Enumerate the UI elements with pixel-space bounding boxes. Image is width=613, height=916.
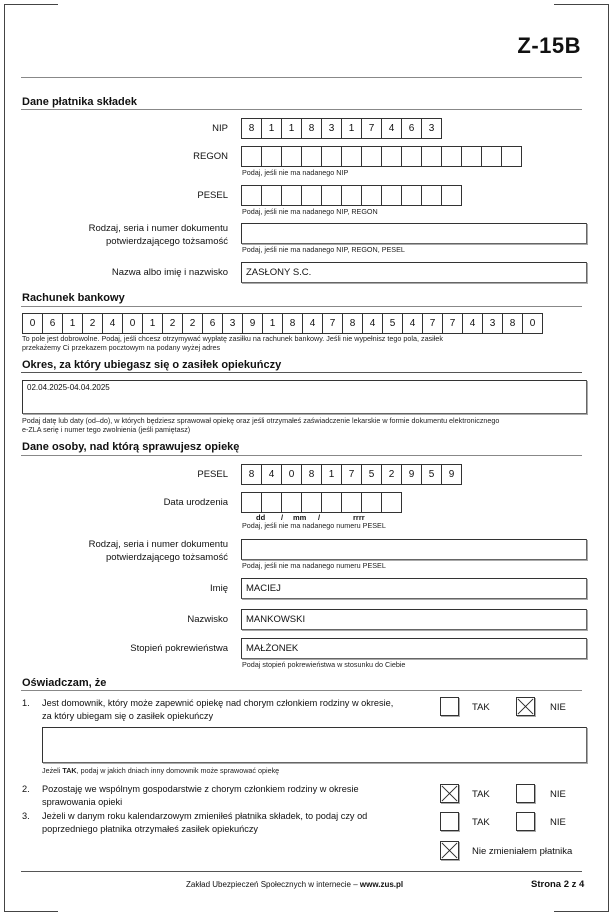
regon-hint: Podaj, jeśli nie ma nadanego NIP [242,168,349,177]
statement-number: 1. [22,698,30,708]
digit-box[interactable]: 2 [82,313,103,334]
statement-3-nie-checkbox[interactable] [516,812,535,831]
regon-label: REGON [193,151,228,162]
digit-box[interactable] [321,492,342,513]
digit-box[interactable] [241,492,262,513]
digit-box[interactable]: 8 [342,313,363,334]
digit-box[interactable]: 8 [502,313,523,334]
hint-line: Podaj datę lub daty (od–do), w których będziesz sprawował opiekę oraz jeśli otrzymałeś zaświadczenie lekarskie w formie dokumentu elektronicznego [22,416,500,425]
date-format-sep: / [281,513,284,522]
footer-divider [21,871,582,872]
label-line: Rodzaj, seria i numer dokumentu [88,539,228,550]
divider [21,77,582,78]
digit-box[interactable] [261,146,282,167]
digit-box[interactable] [281,492,302,513]
digit-box[interactable]: 4 [362,313,383,334]
form-code: Z-15B [517,33,581,58]
digit-box[interactable]: 8 [241,118,262,139]
digit-box[interactable]: 4 [402,313,423,334]
digit-box[interactable] [421,146,442,167]
tak-label: TAK [472,702,490,713]
payer-pesel-hint: Podaj, jeśli nie ma nadanego NIP, REGON [242,207,378,216]
date-format-mm: mm [293,513,307,522]
digit-box[interactable]: 6 [42,313,63,334]
digit-box[interactable]: 5 [382,313,403,334]
divider [21,690,582,691]
tak-label: TAK [472,789,490,800]
person-id-doc-input[interactable] [241,539,587,560]
divider [21,455,582,456]
digit-box[interactable]: 4 [102,313,123,334]
statement-3-tak-checkbox[interactable] [440,812,459,831]
digit-box[interactable] [401,146,422,167]
payer-pesel-label: PESEL [197,190,228,201]
digit-box[interactable] [341,492,362,513]
birth-date-hint: Podaj, jeśli nie ma nadanego numeru PESEL [242,521,386,530]
person-pesel-label: PESEL [197,469,228,480]
crop-mark [4,911,58,912]
date-format-yyyy: rrrr [353,513,365,522]
digit-box[interactable] [301,492,322,513]
statement-number: 3. [22,811,30,821]
digit-box[interactable]: 0 [22,313,43,334]
digit-box[interactable]: 5 [361,464,382,485]
statement-1-tak-checkbox[interactable] [440,697,459,716]
digit-box[interactable]: 7 [361,118,382,139]
divider [21,372,582,373]
digit-box[interactable]: 7 [442,313,463,334]
divider [21,109,582,110]
footer-org: Zakład Ubezpieczeń Społecznych w internecie – [186,880,360,889]
birth-date-label: Data urodzenia [163,497,228,508]
nie-label: NIE [550,789,566,800]
digit-box[interactable] [441,185,462,206]
digit-box[interactable] [501,146,522,167]
digit-box[interactable]: 1 [142,313,163,334]
page-number: Strona 2 z 4 [531,879,585,890]
digit-box[interactable] [481,146,502,167]
other-member-input[interactable] [42,727,587,763]
section-title-period: Okres, za który ubiegasz się o zasiłek opiekuńczy [22,359,282,371]
digit-box[interactable]: 9 [401,464,422,485]
digit-box[interactable] [261,492,282,513]
digit-box[interactable] [461,146,482,167]
payer-name-label: Nazwa albo imię i nazwisko [111,267,228,278]
label-line: potwierdzającego tożsamość [106,236,228,247]
date-format-sep: / [318,513,321,522]
page-border-left [4,4,5,912]
statement-number: 2. [22,784,30,794]
relation-input[interactable]: MAŁŻONEK [241,638,587,659]
page-border-right [608,4,609,912]
statement-line: sprawowania opieki [42,797,123,807]
statement-3 [42,810,367,836]
digit-box[interactable] [241,185,262,206]
period-input[interactable]: 02.04.2025-04.04.2025 [22,380,587,414]
digit-box[interactable]: 8 [301,464,322,485]
bank-account-input[interactable] [22,313,542,334]
digit-box[interactable]: 2 [162,313,183,334]
crop-mark [554,4,609,5]
statement-1 [42,697,393,723]
statement-2-nie-checkbox[interactable] [516,784,535,803]
digit-box[interactable] [441,146,462,167]
last-name-input[interactable]: MANKOWSKI [241,609,587,630]
period-hint [22,416,499,434]
birth-date-input[interactable] [241,492,401,513]
date-format-dd: dd [256,513,266,522]
hint-line: To pole jest dobrowolne. Podaj, jeśli chcesz otrzymywać wypłatę zasiłku na rachunek bankowy. Jeśli nie wypełnisz tego pola, zasiłek [22,334,443,343]
digit-box[interactable]: 6 [202,313,223,334]
x-mark-icon [441,842,458,859]
digit-box[interactable]: 7 [322,313,343,334]
digit-box[interactable] [321,146,342,167]
statement-line: Pozostaję we wspólnym gospodarstwie z chorym członkiem rodziny w okresie [42,784,359,794]
footer-url[interactable]: www.zus.pl [359,880,404,889]
statement-line: za który ubiegam się o zasiłek opiekuńczy [42,711,214,721]
digit-box[interactable]: 3 [482,313,503,334]
digit-box[interactable] [261,185,282,206]
digit-box[interactable]: 4 [302,313,323,334]
nie-label: NIE [550,817,566,828]
nie-label: NIE [550,702,566,713]
relation-label: Stopień pokrewieństwa [130,643,228,654]
label-line: potwierdzającego tożsamość [106,552,228,563]
section-title-bank: Rachunek bankowy [22,292,125,304]
label-line: Rodzaj, seria i numer dokumentu [88,223,228,234]
bank-hint [22,334,443,352]
no-payer-change-checkbox[interactable] [440,841,459,860]
payer-id-doc-label [89,222,228,248]
digit-box[interactable]: 3 [421,118,442,139]
x-mark-icon [441,785,458,802]
crop-mark [554,911,609,912]
digit-box[interactable]: 0 [122,313,143,334]
statement-2-tak-checkbox[interactable] [440,784,459,803]
digit-box[interactable]: 3 [321,118,342,139]
digit-box[interactable] [321,185,342,206]
digit-box[interactable]: 7 [422,313,443,334]
payer-pesel-input[interactable] [241,185,461,206]
digit-box[interactable] [301,146,322,167]
digit-box[interactable]: 9 [441,464,462,485]
payer-id-doc-input[interactable] [241,223,587,244]
nip-input[interactable] [241,118,441,139]
first-name-input[interactable]: MACIEJ [241,578,587,599]
statement-2 [42,783,359,809]
hint-text: , podaj w jakich dniach inny domownik może sprawować opiekę [76,766,280,775]
statement-1-nie-checkbox[interactable] [516,697,535,716]
no-payer-change-label: Nie zmieniałem płatnika [472,846,573,857]
last-name-label: Nazwisko [187,614,228,625]
digit-box[interactable]: 2 [381,464,402,485]
person-pesel-input[interactable] [241,464,461,485]
statement-line: poprzedniego płatnika otrzymałeś zasiłek opiekuńczy [42,824,259,834]
x-mark-icon [517,698,534,715]
digit-box[interactable]: 0 [522,313,543,334]
digit-box[interactable] [361,492,382,513]
person-id-doc-label [89,538,228,564]
relation-hint: Podaj stopień pokrewieństwa w stosunku do Ciebie [242,660,406,669]
digit-box[interactable] [421,185,442,206]
divider [21,306,582,307]
section-title-declarations: Oświadczam, że [22,677,107,689]
digit-box[interactable]: 4 [462,313,483,334]
digit-box[interactable] [361,146,382,167]
digit-box[interactable] [301,185,322,206]
digit-box[interactable]: 8 [241,464,262,485]
statement-line: Jeżeli w danym roku kalendarzowym zmieniłeś płatnika składek, to podaj czy od [42,811,368,821]
statement-line: Jest domownik, który może zapewnić opiekę nad chorym członkiem rodziny w okresie, [42,698,394,708]
digit-box[interactable] [281,146,302,167]
regon-input[interactable] [241,146,521,167]
digit-box[interactable]: 5 [421,464,442,485]
digit-box[interactable]: 4 [261,464,282,485]
digit-box[interactable] [341,146,362,167]
digit-box[interactable] [381,146,402,167]
hint-bold: TAK [62,766,77,775]
digit-box[interactable]: 7 [341,464,362,485]
person-id-doc-hint: Podaj, jeśli nie ma nadanego numeru PESEL [242,561,386,570]
crop-mark [4,4,58,5]
digit-box[interactable] [341,185,362,206]
hint-text: Jeżeli [42,766,63,775]
other-member-hint [42,766,279,775]
payer-name-input[interactable]: ZASŁONY S.C. [241,262,587,283]
digit-box[interactable] [381,492,402,513]
digit-box[interactable]: 1 [281,118,302,139]
hint-line: przekażemy Ci przekazem pocztowym na podany wyżej adres [22,343,221,352]
digit-box[interactable] [281,185,302,206]
payer-id-doc-hint: Podaj, jeśli nie ma nadanego NIP, REGON, PESEL [242,245,405,254]
section-title-person: Dane osoby, nad którą sprawujesz opiekę [22,441,240,453]
digit-box[interactable]: 1 [261,118,282,139]
section-title-payer: Dane płatnika składek [22,96,137,108]
digit-box[interactable]: 2 [182,313,203,334]
digit-box[interactable]: 1 [341,118,362,139]
digit-box[interactable]: 1 [62,313,83,334]
hint-line: e-ZLA serię i numer tego zwolnienia (jeśli pamiętasz) [22,425,191,434]
first-name-label: Imię [210,583,228,594]
digit-box[interactable]: 9 [242,313,263,334]
nip-label: NIP [212,123,228,134]
digit-box[interactable]: 8 [282,313,303,334]
digit-box[interactable]: 4 [381,118,402,139]
footer-text [186,880,403,889]
digit-box[interactable] [361,185,382,206]
digit-box[interactable]: 0 [281,464,302,485]
digit-box[interactable]: 1 [321,464,342,485]
digit-box[interactable]: 1 [262,313,283,334]
digit-box[interactable] [381,185,402,206]
digit-box[interactable]: 3 [222,313,243,334]
digit-box[interactable]: 6 [401,118,422,139]
digit-box[interactable]: 8 [301,118,322,139]
digit-box[interactable] [241,146,262,167]
tak-label: TAK [472,817,490,828]
digit-box[interactable] [401,185,422,206]
